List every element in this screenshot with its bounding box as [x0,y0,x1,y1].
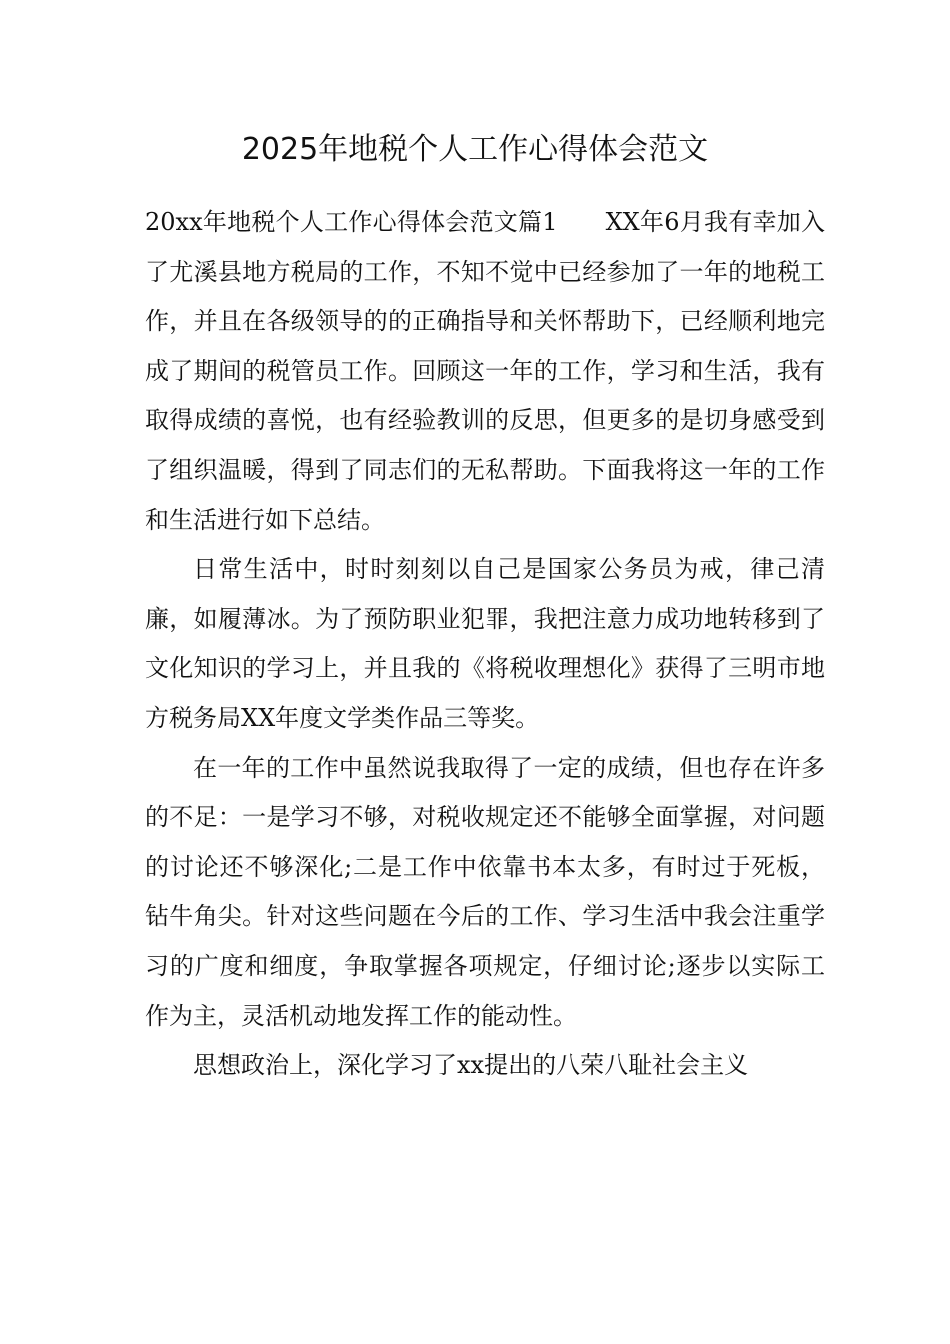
paragraph-1-text: XX年6月我有幸加入了尤溪县地方税局的工作，不知不觉中已经参加了一年的地税工作，并且在各级领导的的正确指导和关怀帮助下，已经顺利地完成了期间的税管员工作。回顾这一年的工作，学习和生活，我有取得成绩的喜悦，也有经验教训的反思，但更多的是切身感受到了组织温暖，得到了同志们的无私帮助。下面我将这一年的工作和生活进行如下总结。 [145,208,825,534]
paragraph-2: 日常生活中，时时刻刻以自己是国家公务员为戒，律己清廉，如履薄冰。为了预防职业犯罪，我把注意力成功地转移到了文化知识的学习上，并且我的《将税收理想化》获得了三明市地方税务局XX年度文学类作品三等奖。 [145,555,825,732]
paragraph-4: 思想政治上，深化学习了xx提出的八荣八耻社会主义 [193,1051,749,1080]
document-body [145,198,825,1091]
intro-heading: 20xx年地税个人工作心得体会范文篇1 [145,208,558,236]
document-title: 2025年地税个人工作心得体会范文 [241,132,709,167]
paragraph-3: 在一年的工作中虽然说我取得了一定的成绩，但也存在许多的不足：一是学习不够，对税收规定还不能够全面掌握，对问题的讨论还不够深化;二是工作中依靠书本太多，有时过于死板，钻牛角尖。针对这些问题在今后的工作、学习生活中我会注重学习的广度和细度，争取掌握各项规定，仔细讨论;逐步以实际工作为主，灵活机动地发挥工作的能动性。 [145,753,825,1030]
paragraph-1 [145,198,825,545]
